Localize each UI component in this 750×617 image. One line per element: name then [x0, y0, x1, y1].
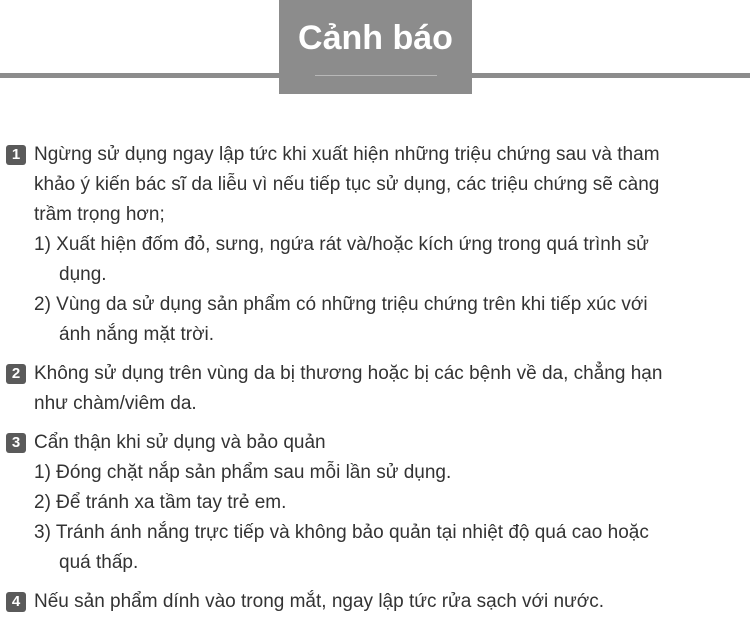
sub-item	[34, 488, 736, 518]
warning-list	[6, 140, 736, 617]
sub-item-text-line: 1) Đóng chặt nắp sản phẩm sau mỗi lần sử dụng.	[34, 462, 452, 483]
sub-item-text-line: ánh nắng mặt trời.	[59, 324, 215, 345]
item-number-badge: 3	[6, 433, 26, 453]
item-text-line: Không sử dụng trên vùng da bị thương hoặc bị các bệnh về da, chẳng hạn	[34, 363, 663, 384]
sub-item-text-line: 2) Để tránh xa tầm tay trẻ em.	[34, 492, 287, 513]
sub-item	[34, 290, 736, 350]
warning-item	[6, 587, 736, 617]
item-text-line: Ngừng sử dụng ngay lập tức khi xuất hiện những triệu chứng sau và tham	[34, 144, 660, 165]
sub-item-text-line: 3) Tránh ánh nắng trực tiếp và không bảo quản tại nhiệt độ quá cao hoặc	[34, 522, 649, 543]
item-text-line: như chàm/viêm da.	[34, 393, 197, 414]
sub-item	[34, 230, 736, 290]
item-number-badge: 2	[6, 364, 26, 384]
warning-item	[6, 428, 736, 578]
item-text-line: trầm trọng hơn;	[34, 204, 165, 225]
item-number-badge: 1	[6, 145, 26, 165]
sub-item-text-line: quá thấp.	[59, 552, 139, 573]
sub-item-text-line: 2) Vùng da sử dụng sản phẩm có những triệu chứng trên khi tiếp xúc với	[34, 294, 648, 315]
item-text-line: Nếu sản phẩm dính vào trong mắt, ngay lập tức rửa sạch với nước.	[34, 591, 605, 612]
title-underline	[315, 75, 437, 76]
title-box	[279, 0, 472, 94]
warning-item	[6, 359, 736, 419]
sub-item-text-line: 1) Xuất hiện đốm đỏ, sưng, ngứa rát và/hoặc kích ứng trong quá trình sử	[34, 234, 649, 255]
page-title: Cảnh báo	[298, 19, 453, 57]
item-number-badge: 4	[6, 592, 26, 612]
sub-item-text-line: dụng.	[59, 264, 107, 285]
sub-item	[34, 458, 736, 488]
warning-item	[6, 140, 736, 350]
item-text-line: khảo ý kiến bác sĩ da liễu vì nếu tiếp tục sử dụng, các triệu chứng sẽ càng	[34, 174, 660, 195]
item-text-line: Cẩn thận khi sử dụng và bảo quản	[34, 432, 326, 453]
sub-item	[34, 518, 736, 578]
